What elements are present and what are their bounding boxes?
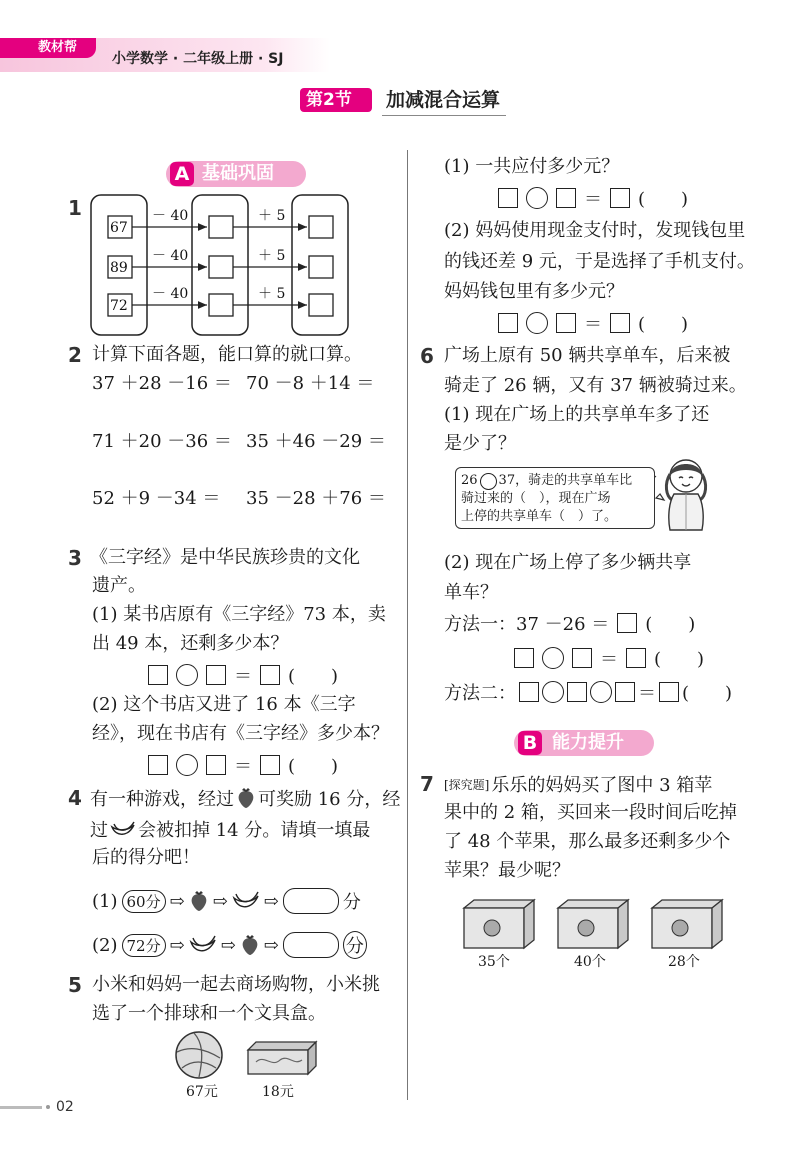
q5-answer-1: ＝ ( ) [498,185,688,211]
q6-m1-label: 方法一：37 －26 ＝ [444,614,610,635]
q5-p2a: (2) 妈妈使用现金支付时，发现钱包里 [444,220,746,241]
footer-line [0,1106,42,1109]
q6-line2: 骑走了 26 辆，又有 37 辆被骑过来。 [444,375,747,396]
q6-method1-step2: ＝ ( ) [514,645,704,671]
q3-p2a: (2) 这个书店又进了 16 本《三字 [92,694,356,715]
compare-circle[interactable] [480,473,497,490]
q4-line2-text: 过 [90,820,108,841]
answer-box[interactable] [514,648,534,668]
q5-p1: (1) 一共应付多少元？ [444,156,620,177]
answer-box[interactable] [556,188,576,208]
bubble-line1-a: 26 [461,473,478,488]
q6-p1a: (1) 现在广场上的共享单车多了还 [444,404,710,425]
answer-box[interactable] [260,755,280,775]
q1-start-1: 67 [110,220,128,236]
q4-number: 4 [68,786,82,810]
strawberry-icon [189,890,209,912]
q5-box-price: 18元 [262,1084,294,1100]
q1-start-2: 89 [110,260,128,276]
answer-box[interactable] [148,665,168,685]
answer-box[interactable] [148,755,168,775]
q4-chain-1 [92,888,361,914]
q1-op2-row3: ＋ 5 [258,286,286,302]
q2-expr-3: 71 ＋20 －36 ＝ [92,431,232,452]
answer-box[interactable] [617,613,637,633]
q4-line2b-text: 会被扣掉 14 分。请填一填最 [138,820,371,841]
answer-box[interactable] [626,648,646,668]
section-title: 加减混合运算 [382,87,506,116]
q7-box-count-2: 40个 [574,954,606,970]
q5-answer-2: ＝ ( ) [498,310,688,336]
q7-box-count-1: 35个 [478,954,510,970]
q1-op2-row1: ＋ 5 [258,208,286,224]
q3-p2b: 经》，现在书店有《三字经》多少本？ [92,723,389,744]
q4-r2-label: (2) [92,934,118,956]
operator-circle[interactable] [590,681,612,703]
section-b-title: 能力提升 [552,732,624,753]
answer-box[interactable] [659,682,679,702]
q4-line1-text: 有一种游戏，经过 [90,789,234,810]
bubble-line2: 骑过来的（ ），现在广场 [461,491,611,506]
answer-box[interactable] [519,682,539,702]
q1-start-3: 72 [110,298,128,314]
girl-illustration-icon [654,454,716,532]
q6-number: 6 [420,344,434,368]
q1-number: 1 [68,196,82,220]
q7-line1 [444,771,712,797]
q6-p2b: 单车？ [444,582,498,603]
answer-box[interactable] [206,665,226,685]
page-number: 02 [56,1099,74,1115]
q6-p1b: 是少了？ [444,433,516,454]
q5-number: 5 [68,973,82,997]
unit-blank[interactable]: ( ) [654,649,705,670]
operator-circle[interactable] [176,754,198,776]
banana-icon [232,890,260,912]
q4-r1-unit: 分 [342,892,361,913]
arrow-icon: ⇨ [220,934,236,956]
apple-box-icon [650,898,724,950]
unit-blank[interactable]: ( ) [638,189,689,210]
answer-box[interactable] [206,755,226,775]
q3-line1: 《三字经》是中华民族珍贵的文化 [90,547,360,568]
q4-r2-answer[interactable] [283,932,339,958]
q3-answer-1: ＝ ( ) [148,662,338,688]
section-a-letter: A [170,162,194,186]
arrow-icon: ⇨ [263,934,279,956]
q6-p2a: (2) 现在广场上停了多少辆共享 [444,552,692,573]
answer-box[interactable] [572,648,592,668]
q1-op1-row2: － 40 [152,248,189,264]
q2-number: 2 [68,343,82,367]
arrow-icon: ⇨ [212,890,228,912]
q3-p1b: 出 49 本，还剩多少本？ [92,633,289,654]
operator-circle[interactable] [542,647,564,669]
q7-tag: [探究题] [444,777,490,792]
section-a-title: 基础巩固 [202,163,274,184]
q6-m2-label: 方法二： [444,683,516,704]
q6-method2: 方法二： ＝ ( ) [444,679,732,705]
q4-line2 [90,816,370,842]
footer-dot [46,1105,50,1109]
q5-line1: 小米和妈妈一起去商场购物，小米挑 [92,974,380,995]
answer-box[interactable] [567,682,587,702]
bubble-line1-b: 37，骑走的共享单车比 [498,473,633,488]
answer-box[interactable] [610,188,630,208]
answer-box[interactable] [498,188,518,208]
q3-answer-2: ＝ ( ) [148,752,338,778]
q3-line2: 遗产。 [92,575,146,596]
bubble-line3: 上停的共享单车（ ）了。 [461,509,618,524]
q6-method1 [444,610,695,636]
q7-line4: 苹果？最少呢？ [444,860,570,881]
q6-line1: 广场上原有 50 辆共享单车，后来被 [444,345,731,366]
q7-line3: 了 48 个苹果，那么最多还剩多少个 [444,831,731,852]
operator-circle[interactable] [176,664,198,686]
apple-box-icon [556,898,630,950]
q5-line2: 选了一个排球和一个文具盒。 [92,1003,326,1024]
banana-icon [189,934,217,956]
q4-line1 [90,785,400,811]
q3-p1a: (1) 某书店原有《三字经》73 本，卖 [92,604,386,625]
q1-diagram [88,192,358,342]
q4-r1-start: 60分 [122,890,166,913]
q4-r2-start: 72分 [122,934,166,957]
bubble-line1 [461,472,632,490]
q2-expr-2: 70 －8 ＋14 ＝ [246,373,375,394]
q4-r1-label: (1) [92,890,118,912]
answer-box[interactable] [610,313,630,333]
q1-op2-row2: ＋ 5 [258,248,286,264]
arrow-icon: ⇨ [169,934,185,956]
unit-blank[interactable]: ( ) [638,314,689,335]
pencil-box-icon [244,1040,318,1076]
operator-circle[interactable] [542,681,564,703]
operator-circle[interactable] [526,187,548,209]
column-divider [407,150,408,1100]
operator-circle[interactable] [526,312,548,334]
answer-box[interactable] [615,682,635,702]
apple-box-icon [462,898,536,950]
section-b-letter: B [518,731,542,755]
q2-expr-6: 35 －28 ＋76 ＝ [246,488,386,509]
q4-chain-2 [92,932,367,958]
unit-blank[interactable]: ( ) [288,756,339,777]
book-title: 小学数学 · 二年级上册 · SJ [112,51,284,67]
q5-ball-price: 67元 [186,1084,218,1100]
answer-box[interactable] [498,313,518,333]
answer-box[interactable] [556,313,576,333]
banana-icon [110,819,136,839]
q7-number: 7 [420,772,434,796]
section-no: 第2节 [306,90,352,110]
q5-p2c: 妈妈钱包里有多少元？ [444,281,624,302]
q7-line2: 果中的 2 箱，买回来一段时间后吃掉 [444,802,737,823]
q4-r1-answer[interactable] [283,888,339,914]
volleyball-icon [174,1030,224,1080]
answer-box[interactable] [260,665,280,685]
q2-expr-1: 37 ＋28 －16 ＝ [92,373,232,394]
q1-op1-row1: － 40 [152,208,189,224]
arrow-icon: ⇨ [169,890,185,912]
q1-op1-row3: － 40 [152,286,189,302]
q5-p2b: 的钱还差 9 元，于是选择了手机支付。 [444,251,755,272]
strawberry-icon [236,787,256,809]
q2-expr-5: 52 ＋9 －34 ＝ [92,488,221,509]
arrow-icon: ⇨ [263,890,279,912]
q2-text: 计算下面各题，能口算的就口算。 [92,344,362,365]
q4-line1b-text: 可奖励 16 分，经 [258,789,401,810]
unit-blank[interactable]: ( ) [645,614,696,635]
unit-blank[interactable]: ( ) [682,683,733,704]
q3-number: 3 [68,546,82,570]
q7-line1-text: 乐乐的妈妈买了图中 3 箱苹 [491,775,713,796]
q2-expr-4: 35 ＋46 －29 ＝ [246,431,386,452]
unit-blank[interactable]: ( ) [288,666,339,687]
q7-box-count-3: 28个 [668,954,700,970]
q4-line3: 后的得分吧！ [92,847,200,868]
strawberry-icon [240,934,260,956]
q4-r2-unit: 分 [343,931,367,959]
header-badge-text: 教材帮 [38,40,78,55]
